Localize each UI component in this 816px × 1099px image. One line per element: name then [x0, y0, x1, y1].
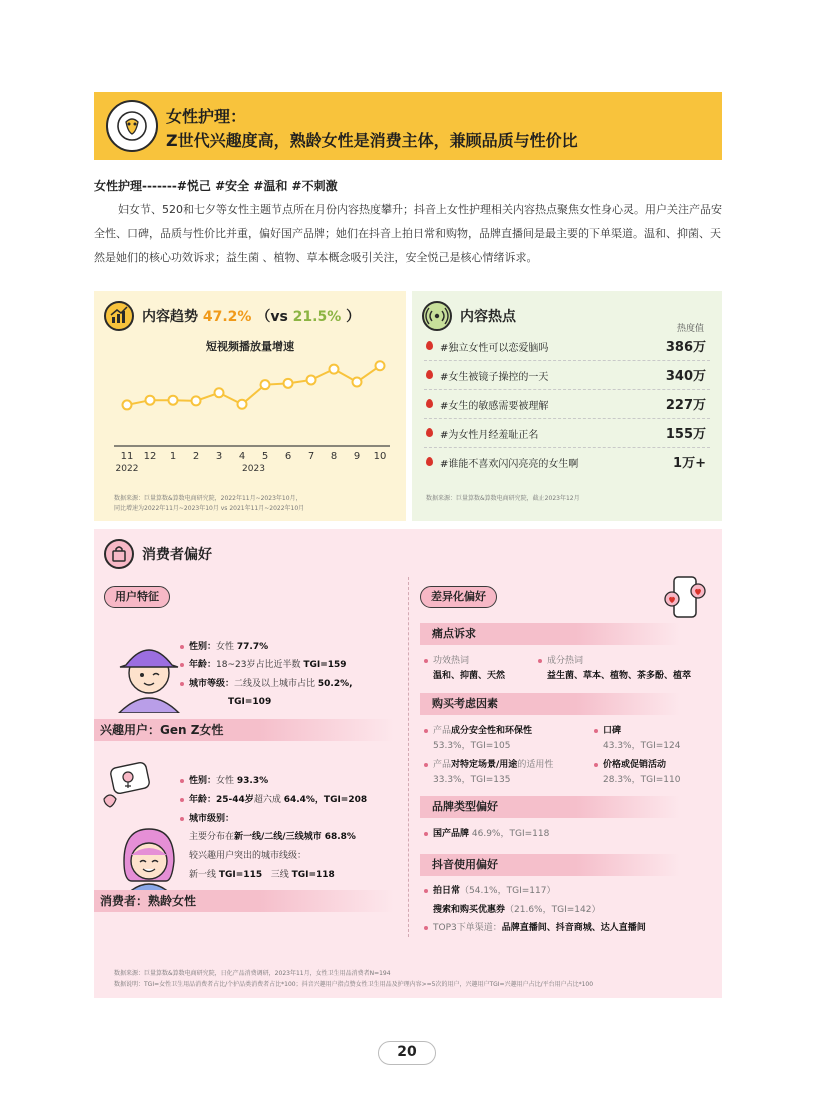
- hot-row: [424, 391, 710, 419]
- consumer-source-2: 数据说明：TGI=女性卫生用品消费者占比/个护品类消费者占比*100；抖音兴趣用户指点赞女性卫生用品及护理内容>=5次的用户，兴趣用户TGI=兴趣用户占比/平台用户占比*100: [114, 981, 594, 988]
- period-badge-icon: [98, 759, 158, 811]
- banner-subtitle: Z世代兴趣度高，熟龄女性是消费主体，兼顾品质与性价比: [166, 131, 578, 150]
- x-tick-label: 1: [169, 451, 177, 462]
- chart-title: 短视频播放量增速: [206, 340, 294, 353]
- flame-icon: [426, 457, 433, 466]
- data-point: [330, 365, 339, 374]
- data-point: [307, 375, 316, 384]
- x-tick-label: 10: [373, 451, 387, 462]
- trend-source-2: 同比增速为2022年11月~2023年10月 vs 2021年11月~2022年10月: [114, 505, 305, 512]
- x-tick-label: 5: [261, 451, 269, 462]
- consumer-source-1: 数据来源：巨量算数&算数电商研究院，日化产品消费调研，2023年11月，女性卫生用品消费者N=194: [114, 970, 391, 977]
- data-point: [261, 380, 270, 389]
- trend-chart-icon: [104, 301, 134, 331]
- preference-pill: 差异化偏好: [420, 586, 497, 608]
- hot-label: #为女性月经羞耻正名: [440, 430, 539, 441]
- hot-value-header: 热度值: [676, 324, 704, 334]
- data-point: [215, 388, 224, 397]
- trend-growth: 47.2%: [202, 309, 252, 325]
- data-point: [376, 361, 385, 370]
- page-number: 20: [378, 1041, 436, 1065]
- mature-band: 消费者：熟龄女性: [94, 890, 394, 912]
- trend-title-line: [142, 306, 360, 326]
- brand-pref: 国产品牌 46.9%，TGI=118: [424, 827, 549, 841]
- factor-1: 产品成分安全性和环保性: [424, 724, 532, 738]
- hot-label: #女生的敏感需要被理解: [440, 401, 549, 412]
- factor-3: 产品对特定场景/用途的适用性: [424, 758, 553, 772]
- hot-value: 1万+: [673, 456, 706, 471]
- trend-vs-close: ）: [346, 309, 361, 325]
- hot-value: 340万: [665, 369, 706, 384]
- pain-ingr-words: 益生菌、草本、植物、茶多酚、植萃: [547, 671, 692, 681]
- x-tick-label: 7: [307, 451, 315, 462]
- genz-band: 兴趣用户：Gen Z女性: [94, 719, 394, 741]
- intro-subhead: 女性护理-------#悦己 #安全 #温和 #不刺激: [94, 179, 338, 193]
- flame-icon: [426, 428, 433, 437]
- content-trend-card: [94, 291, 406, 521]
- year-label: 2022: [115, 464, 139, 474]
- data-point: [192, 396, 201, 405]
- mature-gender: 性别：女性 93.3%: [180, 774, 268, 788]
- care-product-icon: [106, 100, 158, 152]
- douyin-line-3: TOP3下单渠道：品牌直播间、抖音商城、达人直播间: [424, 921, 646, 935]
- mature-age: 年龄：25-44岁超六成 64.4%，TGI=208: [180, 793, 367, 807]
- genz-city-tgi: TGI=109: [228, 697, 272, 707]
- pain-title: 痛点诉求: [420, 623, 680, 645]
- hot-row: [424, 333, 710, 361]
- consumer-preference-card: [94, 529, 722, 998]
- flame-icon: [426, 399, 433, 408]
- hot-source: 数据来源：巨量算数&算数电商研究院，截止2023年12月: [426, 495, 580, 502]
- x-tick-label: 3: [215, 451, 223, 462]
- hot-label: #谁能不喜欢闪闪亮亮的女生啊: [440, 459, 579, 470]
- consumer-title: 消费者偏好: [142, 547, 212, 563]
- pain-func-label: 功效热词: [424, 654, 469, 668]
- mature-city-dist: 主要分布在新一线/二线/三线城市 68.8%: [189, 832, 356, 842]
- data-point: [146, 396, 155, 405]
- factors-title: 购买考虑因素: [420, 693, 680, 715]
- hot-value: 155万: [665, 427, 706, 442]
- x-tick-label: 6: [284, 451, 292, 462]
- hot-value: 227万: [665, 398, 706, 413]
- mature-city-compare: 较兴趣用户突出的城市线级：: [189, 851, 307, 861]
- data-point: [353, 377, 362, 386]
- trend-vs-growth: 21.5%: [292, 309, 342, 325]
- hot-row: [424, 362, 710, 390]
- data-point: [238, 400, 247, 409]
- hot-label: #女生被镜子操控的一天: [440, 372, 549, 383]
- x-tick-label: 11: [120, 451, 134, 462]
- genz-city: 城市等级：二线及以上城市占比 50.2%,: [180, 677, 353, 691]
- phone-hearts-icon: [664, 573, 708, 625]
- pain-func-words: 温和、抑菌、天然: [433, 671, 506, 681]
- x-tick-label: 2: [192, 451, 200, 462]
- mature-avatar: [114, 819, 184, 899]
- douyin-line-1: 拍日常（54.1%，TGI=117）: [424, 884, 555, 898]
- genz-age: 年龄：18~23岁占比近半数 TGI=159: [180, 658, 347, 672]
- mature-city-tgi: 新一线 TGI=115 三线 TGI=118: [189, 870, 335, 880]
- douyin-line-2: 搜索和购买优惠券（21.6%，TGI=142）: [433, 905, 601, 915]
- factor-2-val: 43.3%，TGI=124: [603, 741, 681, 751]
- hot-label: #独立女性可以恋爱脑吗: [440, 343, 549, 354]
- factor-3-val: 33.3%，TGI=135: [433, 775, 511, 785]
- user-feature-pill: 用户特征: [104, 586, 170, 608]
- pain-ingr-label: 成分热词: [538, 654, 583, 668]
- x-tick-label: 4: [238, 451, 246, 462]
- x-tick-label: 8: [330, 451, 338, 462]
- section-banner: [94, 92, 722, 160]
- genz-avatar: [114, 633, 184, 713]
- flame-icon: [426, 341, 433, 350]
- hot-row: [424, 420, 710, 448]
- trend-line-chart: [94, 349, 406, 479]
- data-point: [123, 400, 132, 409]
- x-tick-label: 12: [143, 451, 157, 462]
- trend-vs-open: （vs: [256, 309, 288, 325]
- intro-paragraph: 妇女节、520和七夕等女性主题节点所在月份内容热度攀升；抖音上女性护理相关内容热点聚焦女性身心灵。用户关注产品安全性、口碑，品质与性价比并重，偏好国产品牌；她们在抖音上拍日常和购物，品牌直播间是最主要的下单渠道。温和、抑菌、天然是她们的核心功效诉求；益生菌 、植物、草本概念吸引关注，安全悦己是核心情绪诉求。: [94, 203, 722, 264]
- factor-2: 口碑: [594, 724, 621, 738]
- year-label: 2023: [242, 464, 265, 474]
- trend-title: 内容趋势: [142, 309, 198, 325]
- hot-row: [424, 449, 710, 477]
- trend-source-1: 数据来源：巨量算数&算数电商研究院，2022年11月~2023年10月，: [114, 495, 302, 502]
- x-tick-label: 9: [353, 451, 361, 462]
- brand-title: 品牌类型偏好: [420, 796, 680, 818]
- hot-value: 386万: [665, 340, 706, 355]
- data-point: [169, 396, 178, 405]
- factor-4: 价格或促销活动: [594, 758, 666, 772]
- data-point: [284, 379, 293, 388]
- shopping-bag-icon: [104, 539, 134, 569]
- broadcast-icon: [422, 301, 452, 331]
- mature-city: 城市级别：: [180, 812, 234, 826]
- banner-title: 女性护理：: [166, 107, 247, 126]
- genz-gender: 性别：女性 77.7%: [180, 640, 268, 654]
- column-divider: [408, 577, 409, 937]
- hot-title: 内容热点: [460, 309, 516, 325]
- flame-icon: [426, 370, 433, 379]
- factor-4-val: 28.3%，TGI=110: [603, 775, 681, 785]
- douyin-title: 抖音使用偏好: [420, 854, 680, 876]
- factor-1-val: 53.3%，TGI=105: [433, 741, 511, 751]
- content-hot-card: [412, 291, 722, 521]
- series-line: [127, 366, 380, 405]
